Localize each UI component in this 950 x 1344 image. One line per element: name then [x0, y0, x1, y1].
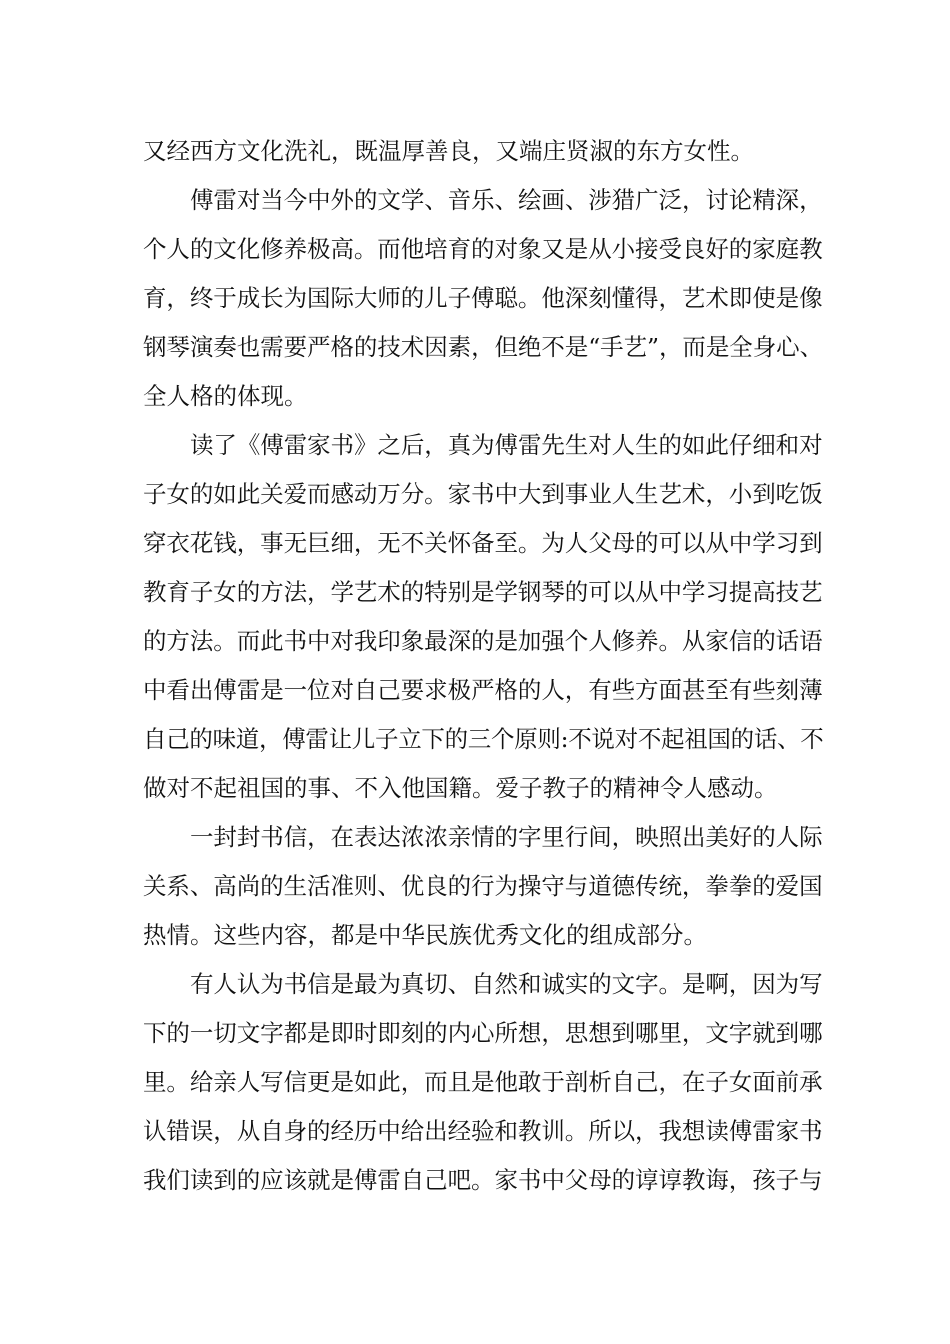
text-line: 做对不起祖国的事、不入他国籍。爱子教子的精神令人感动。: [143, 774, 778, 802]
text-line: 全人格的体现。: [143, 382, 308, 410]
text-line: 教育子女的方法，学艺术的特别是学钢琴的可以从中学习提高技艺: [143, 578, 823, 606]
text-line: 子女的如此关爱而感动万分。家书中大到事业人生艺术，小到吃饭: [143, 480, 823, 508]
text-line: 育，终于成长为国际大师的儿子傅聪。他深刻懂得，艺术即使是像: [143, 284, 823, 312]
text-line: 中看出傅雷是一位对自己要求极严格的人，有些方面甚至有些刻薄: [143, 676, 823, 704]
text-line: 关系、高尚的生活准则、优良的行为操守与道德传统，拳拳的爱国: [143, 872, 823, 900]
text-line: 热情。这些内容，都是中华民族优秀文化的组成部分。: [143, 921, 707, 949]
text-line: 下的一切文字都是即时即刻的内心所想，思想到哪里，文字就到哪: [143, 1019, 823, 1047]
paragraph-first-line: 有人认为书信是最为真切、自然和诚实的文字。是啊，因为写: [190, 970, 823, 998]
text-line: 又经西方文化洗礼，既温厚善良，又端庄贤淑的东方女性。: [143, 137, 754, 165]
text-line: 个人的文化修养极高。而他培育的对象又是从小接受良好的家庭教: [143, 235, 823, 263]
text-line: 穿衣花钱，事无巨细，无不关怀备至。为人父母的可以从中学习到: [143, 529, 823, 557]
text-line: 的方法。而此书中对我印象最深的是加强个人修养。从家信的话语: [143, 627, 823, 655]
paragraph-first-line: 傅雷对当今中外的文学、音乐、绘画、涉猎广泛，讨论精深，: [190, 186, 823, 214]
text-line: 里。给亲人写信更是如此，而且是他敢于剖析自己，在子女面前承: [143, 1068, 823, 1096]
text-line: 自己的味道，傅雷让儿子立下的三个原则:不说对不起祖国的话、不: [143, 725, 824, 753]
text-line: 我们读到的应该就是傅雷自己吧。家书中父母的谆谆教诲，孩子与: [143, 1166, 823, 1194]
paragraph-first-line: 一封封书信，在表达浓浓亲情的字里行间，映照出美好的人际: [190, 823, 823, 851]
paragraph-first-line: 读了《傅雷家书》之后，真为傅雷先生对人生的如此仔细和对: [190, 431, 823, 459]
text-line: 认错误，从自身的经历中给出经验和教训。所以，我想读傅雷家书: [143, 1117, 823, 1145]
text-line: 钢琴演奏也需要严格的技术因素，但绝不是“手艺”，而是全身心、: [143, 333, 824, 361]
